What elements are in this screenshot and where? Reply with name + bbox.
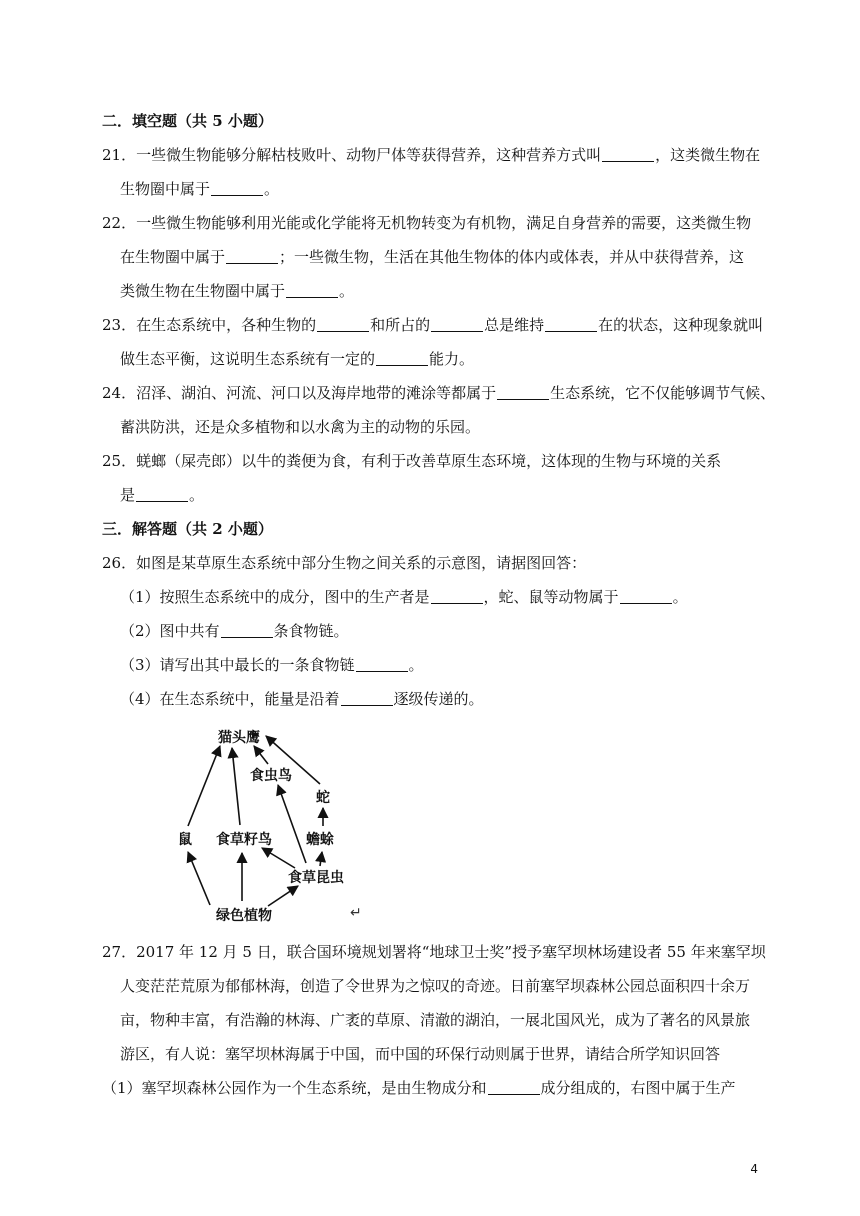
question-26-stem: 26．如图是某草原生态系统中部分生物之间关系的示意图，请据图回答：: [102, 554, 587, 572]
question-26-sub-2: （2）图中共有 条食物链。: [120, 622, 349, 640]
section-3-title: 三．解答题（共 2 小题）: [102, 520, 273, 538]
question-26-sub-4: （4）在生态系统中，能量是沿着 逐级传递的。: [120, 690, 484, 708]
answer-blank[interactable]: [602, 146, 654, 162]
owl-label: 猫头鹰: [218, 730, 260, 746]
arrow-mouse-to-owl: [188, 746, 220, 826]
answer-blank[interactable]: [356, 656, 408, 672]
answer-blank[interactable]: [317, 316, 369, 332]
insect-bird-label: 食虫鸟: [250, 768, 292, 784]
answer-blank[interactable]: [286, 282, 338, 298]
arrow-insect-to-seed-bird: [262, 848, 295, 868]
question-25-line-2: 是 。: [120, 486, 205, 504]
question-27-line-5: （1）塞罕坝森林公园作为一个生态系统，是由生物成分和 成分组成的，右图中属于生产: [102, 1079, 736, 1097]
mouse-label: 鼠: [178, 832, 192, 848]
answer-blank[interactable]: [136, 486, 188, 502]
answer-blank[interactable]: [226, 248, 278, 264]
question-22-line-2: 在生物圈中属于 ；一些微生物，生活在其他生物体的体内或体表，并从中获得营养，这: [120, 248, 745, 266]
answer-blank[interactable]: [221, 622, 273, 638]
answer-blank[interactable]: [376, 350, 428, 366]
arrow-plant-to-mouse: [188, 852, 210, 905]
insect-label: 食草昆虫: [288, 870, 344, 886]
question-22-line-1: 22．一些微生物能够利用光能或化学能将无机物转变为有机物，满足自身营养的需要，这类微生物: [102, 214, 752, 232]
question-26-sub-3: （3）请写出其中最长的一条食物链 。: [120, 656, 424, 674]
page-number: 4: [750, 1162, 758, 1176]
question-27-line-1: 27．2017 年 12 月 5 日，联合国环境规划署将“地球卫士奖”授予塞罕坝林场建设者 55 年来塞罕坝: [102, 943, 766, 961]
answer-blank[interactable]: [488, 1079, 540, 1095]
answer-blank[interactable]: [497, 384, 549, 400]
arrow-insect-to-toad: [320, 852, 322, 866]
arrow-plant-to-insect: [268, 886, 298, 906]
question-27-line-4: 游区，有人说：塞罕坝林海属于中国，而中国的环保行动则属于世界，请结合所学知识回答: [120, 1045, 721, 1063]
question-24-line-1: 24．沼泽、湖泊、河流、河口以及海岸地带的滩涂等都属于 生态系统，它不仅能够调节气候、: [102, 384, 776, 402]
arrow-insect-bird-to-owl: [254, 746, 268, 764]
question-21-line-2: 生物圈中属于 。: [120, 180, 280, 198]
food-web-diagram: [170, 718, 380, 928]
question-22-line-3: 类微生物在生物圈中属于 。: [120, 282, 355, 300]
answer-blank[interactable]: [431, 588, 483, 604]
question-21-line-1: 21．一些微生物能够分解枯枝败叶、动物尸体等获得营养，这种营养方式叫 ，这类微生物在: [102, 146, 761, 164]
question-23-line-2: 做生态平衡，这说明生态系统有一定的 能力。: [120, 350, 475, 368]
seed-bird-label: 食草籽鸟: [216, 832, 272, 848]
answer-blank[interactable]: [431, 316, 483, 332]
section-2-title: 二．填空题（共 5 小题）: [102, 112, 273, 130]
question-26-sub-1: （1）按照生态系统中的成分，图中的生产者是 ，蛇、鼠等动物属于 。: [120, 588, 688, 606]
answer-blank[interactable]: [545, 316, 597, 332]
answer-blank[interactable]: [620, 588, 672, 604]
question-25-line-1: 25．蜣螂（屎壳郎）以牛的粪便为食，有利于改善草原生态环境，这体现的生物与环境的关系: [102, 452, 722, 470]
answer-blank[interactable]: [211, 180, 263, 196]
plant-label: 绿色植物: [216, 908, 272, 924]
answer-blank[interactable]: [341, 690, 393, 706]
snake-label: 蛇: [316, 790, 330, 806]
question-23-line-1: 23．在生态系统中，各种生物的 和所占的 总是维持 在的状态，这种现象就叫: [102, 316, 764, 334]
text-cursor-mark: ↵: [350, 905, 362, 921]
toad-label: 蟾蜍: [306, 832, 334, 848]
arrow-insect-to-insect-bird: [278, 785, 306, 863]
question-24-line-2: 蓄洪防洪，还是众多植物和以水禽为主的动物的乐园。: [120, 418, 481, 436]
question-27-line-3: 亩，物种丰富，有浩瀚的林海、广袤的草原、清澈的湖泊，一展北国风光，成为了著名的风景旅: [120, 1011, 751, 1029]
question-27-line-2: 人变茫茫荒原为郁郁林海，创造了令世界为之惊叹的奇迹。日前塞罕坝森林公园总面积四十余万: [120, 977, 751, 995]
arrow-seed-bird-to-owl: [232, 748, 240, 825]
